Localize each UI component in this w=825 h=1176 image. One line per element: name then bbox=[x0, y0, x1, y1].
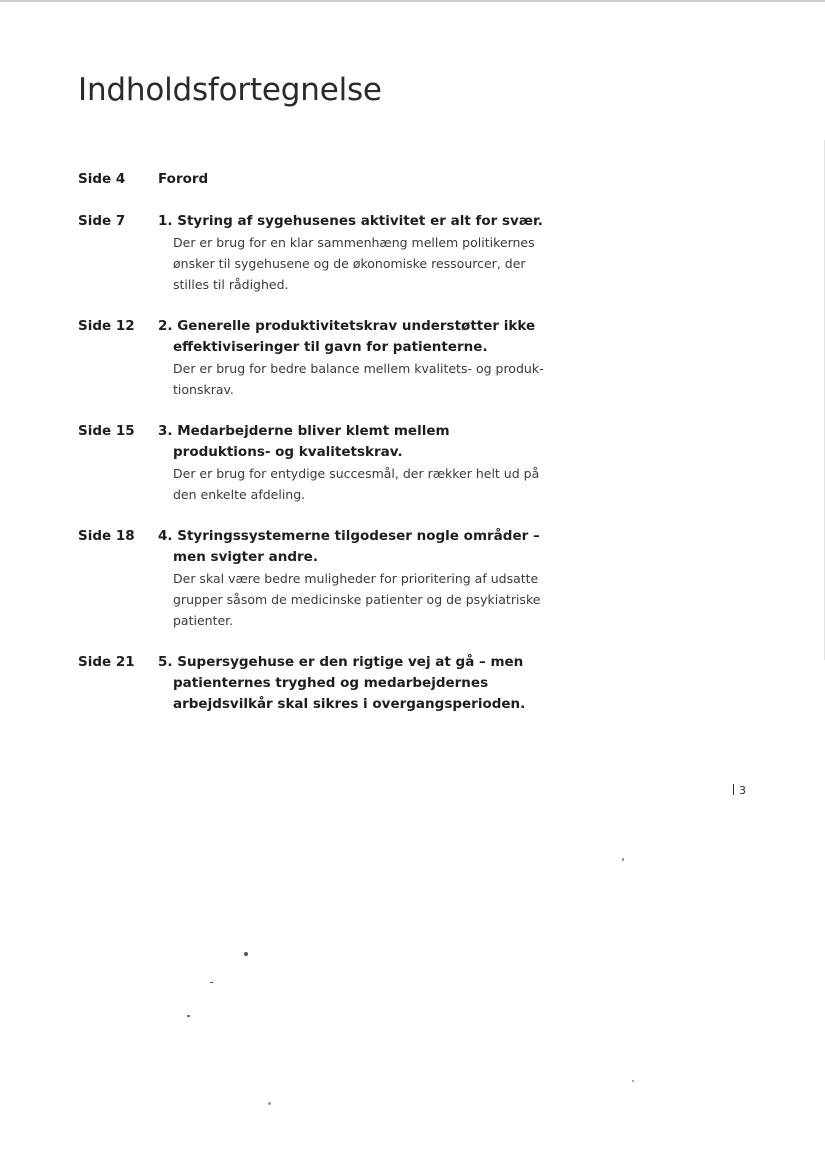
page-number-value: 3 bbox=[739, 784, 746, 797]
toc-description: Der skal være bedre muligheder for prioritering af udsatte grupper såsom de medicinske patienter og de psykiatriske patienter. bbox=[173, 571, 541, 628]
toc-page-ref: Side 15 bbox=[78, 423, 135, 439]
toc-heading: Forord bbox=[158, 171, 209, 187]
toc-body bbox=[158, 652, 548, 715]
scan-speck bbox=[632, 1080, 634, 1082]
toc-description: Der er brug for bedre balance mellem kvalitets- og produktionskrav. bbox=[173, 361, 544, 397]
scan-speck bbox=[268, 1102, 271, 1105]
toc-description: Der er brug for en klar sammenhæng mellem politikernes ønsker til sygehusene og de økonomiske ressourcer, der stilles til rådighed. bbox=[173, 235, 535, 292]
toc-page-ref: Side 18 bbox=[78, 528, 135, 544]
scan-speck bbox=[244, 952, 248, 956]
toc-page-ref: Side 12 bbox=[78, 318, 135, 334]
toc-body bbox=[158, 169, 548, 190]
toc-page-ref: Side 4 bbox=[78, 171, 126, 187]
scan-speck bbox=[622, 858, 624, 861]
page-number bbox=[733, 784, 746, 797]
toc-heading: 2. Generelle produktivitetskrav understøtter ikke effektiviseringer til gavn for patienterne. bbox=[158, 318, 536, 355]
toc-description: Der er brug for entydige succesmål, der rækker helt ud på den enkelte afdeling. bbox=[173, 466, 540, 502]
toc-heading: 3. Medarbejderne bliver klemt mellem produktions- og kvalitetskrav. bbox=[158, 423, 450, 460]
toc-body bbox=[158, 316, 548, 400]
toc-heading: 1. Styring af sygehusenes aktivitet er alt for svær. bbox=[158, 213, 543, 229]
scan-speck bbox=[210, 982, 213, 983]
page-number-divider bbox=[733, 784, 734, 795]
scan-speck bbox=[187, 1015, 190, 1017]
toc-heading: 4. Styringssystemerne tilgodeser nogle områder – men svigter andre. bbox=[158, 528, 540, 565]
toc-heading: 5. Supersygehuse er den rigtige vej at gå – men patienternes tryghed og medarbejdernes arbejdsvilkår skal sikres i overgangsperioden. bbox=[158, 654, 526, 712]
toc-body bbox=[158, 421, 548, 505]
scan-edge bbox=[0, 0, 825, 2]
page-title: Indholdsfortegnelse bbox=[78, 72, 382, 108]
toc-body bbox=[158, 211, 548, 295]
toc-page-ref: Side 21 bbox=[78, 654, 135, 670]
toc-page-ref: Side 7 bbox=[78, 213, 126, 229]
toc-body bbox=[158, 526, 548, 631]
